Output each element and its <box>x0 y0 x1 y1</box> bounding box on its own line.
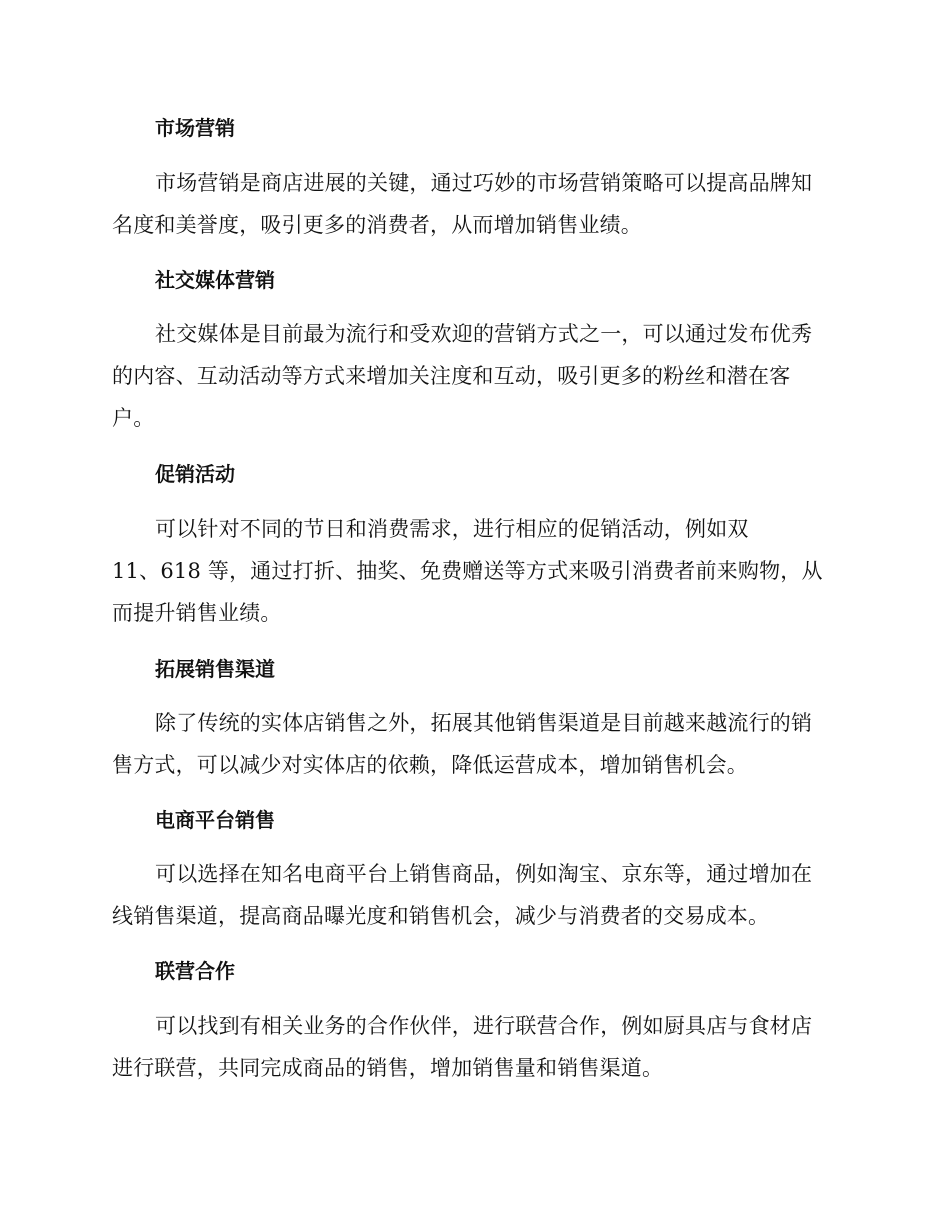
section-heading-expand-channels: 拓展销售渠道 <box>155 657 275 681</box>
paragraph-line: 的内容、互动活动等方式来增加关注度和互动，吸引更多的粉丝和潜在客 <box>112 364 791 388</box>
section-heading-marketing: 市场营销 <box>155 116 235 140</box>
section-heading-joint-operation: 联营合作 <box>155 959 235 983</box>
section-heading-promotions: 促销活动 <box>155 462 235 486</box>
paragraph-line: 进行联营，共同完成商品的销售，增加销售量和销售渠道。 <box>112 1056 664 1080</box>
section-paragraph-ecommerce <box>112 853 842 937</box>
section-paragraph-joint-operation <box>112 1005 842 1089</box>
paragraph-line: 市场营销是商店进展的关键，通过巧妙的市场营销策略可以提高品牌知 <box>155 171 813 195</box>
paragraph-line: 可以选择在知名电商平台上销售商品，例如淘宝、京东等，通过增加在 <box>155 862 813 886</box>
paragraph-line: 可以找到有相关业务的合作伙伴，进行联营合作，例如厨具店与食材店 <box>155 1014 813 1038</box>
paragraph-line: 而提升销售业绩。 <box>112 601 282 625</box>
paragraph-line: 售方式，可以减少对实体店的依赖，降低运营成本，增加销售机会。 <box>112 753 748 777</box>
paragraph-line: 可以针对不同的节日和消费需求，进行相应的促销活动，例如双 <box>155 517 749 541</box>
paragraph-line: 名度和美誉度，吸引更多的消费者，从而增加销售业绩。 <box>112 213 642 237</box>
section-paragraph-social-media <box>112 313 842 439</box>
paragraph-line: 线销售渠道，提高商品曝光度和销售机会，减少与消费者的交易成本。 <box>112 904 770 928</box>
paragraph-line: 社交媒体是目前最为流行和受欢迎的营销方式之一，可以通过发布优秀 <box>155 322 813 346</box>
section-paragraph-promotions <box>112 508 842 634</box>
paragraph-line: 11、618 等，通过打折、抽奖、免费赠送等方式来吸引消费者前来购物，从 <box>112 559 823 583</box>
section-heading-social-media: 社交媒体营销 <box>155 268 275 292</box>
paragraph-line: 除了传统的实体店销售之外，拓展其他销售渠道是目前越来越流行的销 <box>155 711 813 735</box>
section-heading-ecommerce: 电商平台销售 <box>155 808 275 832</box>
paragraph-line: 户。 <box>112 406 155 430</box>
section-paragraph-expand-channels <box>112 702 842 786</box>
section-paragraph-marketing <box>112 162 842 246</box>
